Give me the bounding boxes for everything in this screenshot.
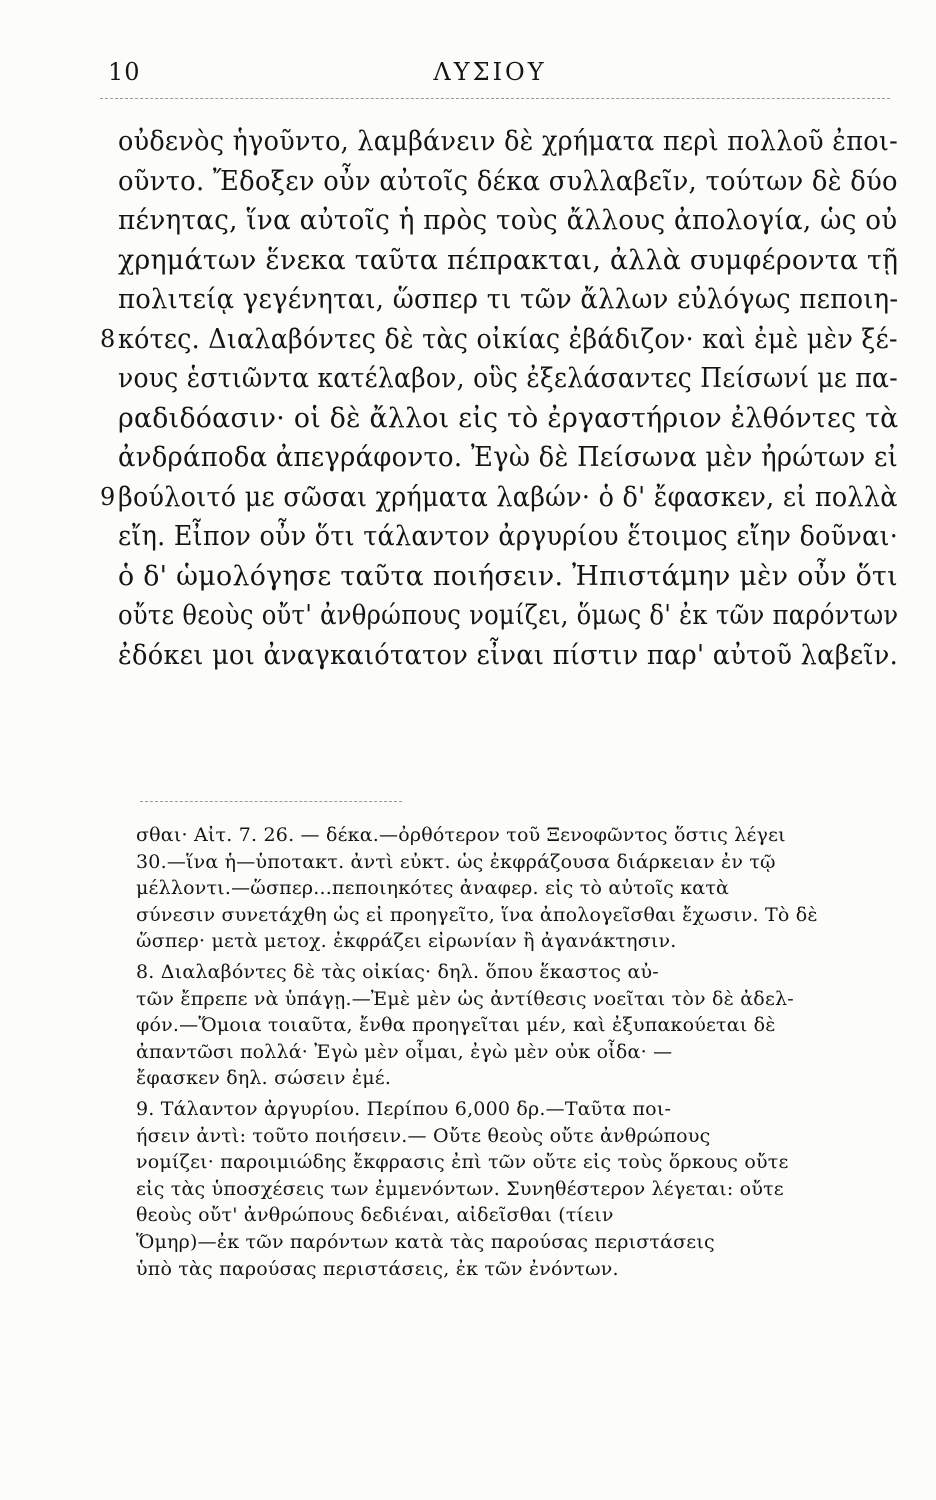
note-line: νομίζει· παροιμιώδης ἔκφρασις ἐπὶ τῶν οὔτε εἰς τοὺς ὅρκους οὔτε <box>136 1151 789 1174</box>
running-head: ΛΥΣΙΟΥ <box>433 58 547 86</box>
commentary-notes <box>136 822 916 1282</box>
note-line: Ὅμηρ)—ἐκ τῶν παρόντων κατὰ τὰς παρούσας περιστάσεις <box>136 1230 715 1253</box>
note-line: 30.—ἵνα ἡ—ὑποτακτ. ἀντὶ εὐκτ. ὡς ἐκφράζουσα διάρκειαν ἐν τῷ <box>136 850 776 873</box>
note-line: ἀπαντῶσι πολλά· Ἐγὼ μὲν οἶμαι, ἐγὼ μὲν οὐκ οἶδα· — <box>136 1040 673 1063</box>
note-line: ήσειν ἀντὶ: τοῦτο ποιήσειν.— Οὔτε θεοὺς οὔτε ἀνθρώπους <box>136 1124 711 1147</box>
footnote-rule <box>140 801 402 802</box>
header-rule <box>100 98 890 99</box>
note-line: θεοὺς οὔτ' ἀνθρώπους δεδιέναι, αἰδεῖσθαι (τίειν <box>136 1204 614 1227</box>
line-text: ἐδόκει μοι ἀναγκαιότατον εἶναι πίστιν παρ' αὐτοῦ λαβεῖν. <box>118 639 899 671</box>
line-text: νους ἑστιῶντα κατέλαβον, οὓς ἐξελάσαντες Πείσωνί με πα- <box>118 363 898 394</box>
main-text-block <box>100 122 906 675</box>
text-line <box>118 557 906 597</box>
text-line <box>118 280 906 320</box>
note-line: ὥσπερ· μετὰ μετοχ. ἐκφράζει εἰρωνίαν ἢ ἀγανάκτησιν. <box>136 930 677 953</box>
note-line: σύνεσιν συνετάχθη ὡς εἰ προηγεῖτο, ἵνα ἀπολογεῖσθαι ἔχωσιν. Τὸ δὲ <box>136 903 818 926</box>
note-line: φόν.—Ὅμοια τοιαῦτα, ἔνθα προηγεῖται μέν, καὶ ἐξυπακούεται δὲ <box>136 1014 776 1037</box>
line-text: πολιτείᾳ γεγένηται, ὥσπερ τι τῶν ἄλλων εὐλόγως πεποιη- <box>118 284 899 315</box>
text-line <box>118 399 906 439</box>
page-number: 10 <box>108 58 141 86</box>
line-text: ἀνδράποδα ἀπεγράφοντο. Ἐγὼ δὲ Πείσωνα μὲν ἠρώτων εἰ <box>118 442 899 473</box>
text-line <box>118 438 906 478</box>
text-line <box>118 122 906 162</box>
line-text: χρημάτων ἕνεκα ταῦτα πέπρακται, ἀλλὰ συμφέροντα τῇ <box>118 244 899 276</box>
note-line: ἔφασκεν δηλ. σώσειν ἐμέ. <box>136 1067 392 1090</box>
text-line <box>118 162 906 202</box>
text-line <box>118 241 906 281</box>
line-text: οὐδενὸς ἡγοῦντο, λαμβάνειν δὲ χρήματα περὶ πολλοῦ ἐποι- <box>118 126 898 157</box>
text-line <box>118 596 906 636</box>
line-text: οῦντο. Ἔδοξεν οὖν αὐτοῖς δέκα συλλαβεῖν, τούτων δὲ δύο <box>118 165 898 197</box>
section-number: 8 <box>100 324 116 353</box>
page-header <box>100 56 880 96</box>
line-text: ραδιδόασιν· οἱ δὲ ἄλλοι εἰς τὸ ἐργαστήριον ἐλθόντες τὰ <box>118 402 899 434</box>
note-line: εἰς τὰς ὑποσχέσεις των ἐμμενόντων. Συνηθέστερον λέγεται: οὔτε <box>136 1177 784 1200</box>
text-line <box>100 320 906 360</box>
text-line <box>118 359 906 399</box>
line-text: οὔτε θεοὺς οὔτ' ἀνθρώπους νομίζει, ὅμως δ' ἐκ τῶν παρόντων <box>118 600 899 631</box>
line-text: βούλοιτό με σῶσαι χρήματα λαβών· ὁ δ' ἔφασκεν, εἰ πολλὰ <box>118 481 898 513</box>
note-line: 9. Τάλαντον ἀργυρίου. Περίπου 6,000 δρ.—Ταῦτα ποι- <box>136 1097 672 1120</box>
line-text: ὁ δ' ὡμολόγησε ταῦτα ποιήσειν. Ἠπιστάμην μὲν οὖν ὅτι <box>118 560 898 592</box>
line-text: πένητας, ἵνα αὐτοῖς ἡ πρὸς τοὺς ἄλλους ἀπολογία, ὡς οὐ <box>118 205 898 236</box>
note-line: ὑπὸ τὰς παρούσας περιστάσεις, ἐκ τῶν ἐνόντων. <box>136 1257 619 1280</box>
note-line: μέλλοντι.—ὥσπερ...πεποιηκότες ἀναφερ. εἰς τὸ αὐτοῖς κατὰ <box>136 877 730 900</box>
line-text: κότες. Διαλαβόντες δὲ τὰς οἰκίας ἐβάδιζον· καὶ ἐμὲ μὲν ξέ- <box>118 323 898 355</box>
text-line <box>118 201 906 241</box>
section-number: 9 <box>100 482 116 511</box>
text-line <box>118 636 906 676</box>
text-line <box>118 517 906 557</box>
line-text: εἴη. Εἶπον οὖν ὅτι τάλαντον ἀργυρίου ἕτοιμος εἴην δοῦναι· <box>118 521 899 552</box>
note-line: σθαι· Αἰτ. 7. 26. — δέκα.—ὀρθότερον τοῦ Ξενοφῶντος ὅστις λέγει <box>136 824 786 846</box>
note-line: 8. Διαλαβόντες δὲ τὰς οἰκίας· δηλ. ὅπου ἕκαστος αὐ- <box>136 960 659 983</box>
text-line <box>100 478 906 518</box>
note-line: τῶν ἔπρεπε νὰ ὑπάγῃ.—Ἐμὲ μὲν ὡς ἀντίθεσις νοεῖται τὸν δὲ ἀδελ- <box>136 987 794 1010</box>
